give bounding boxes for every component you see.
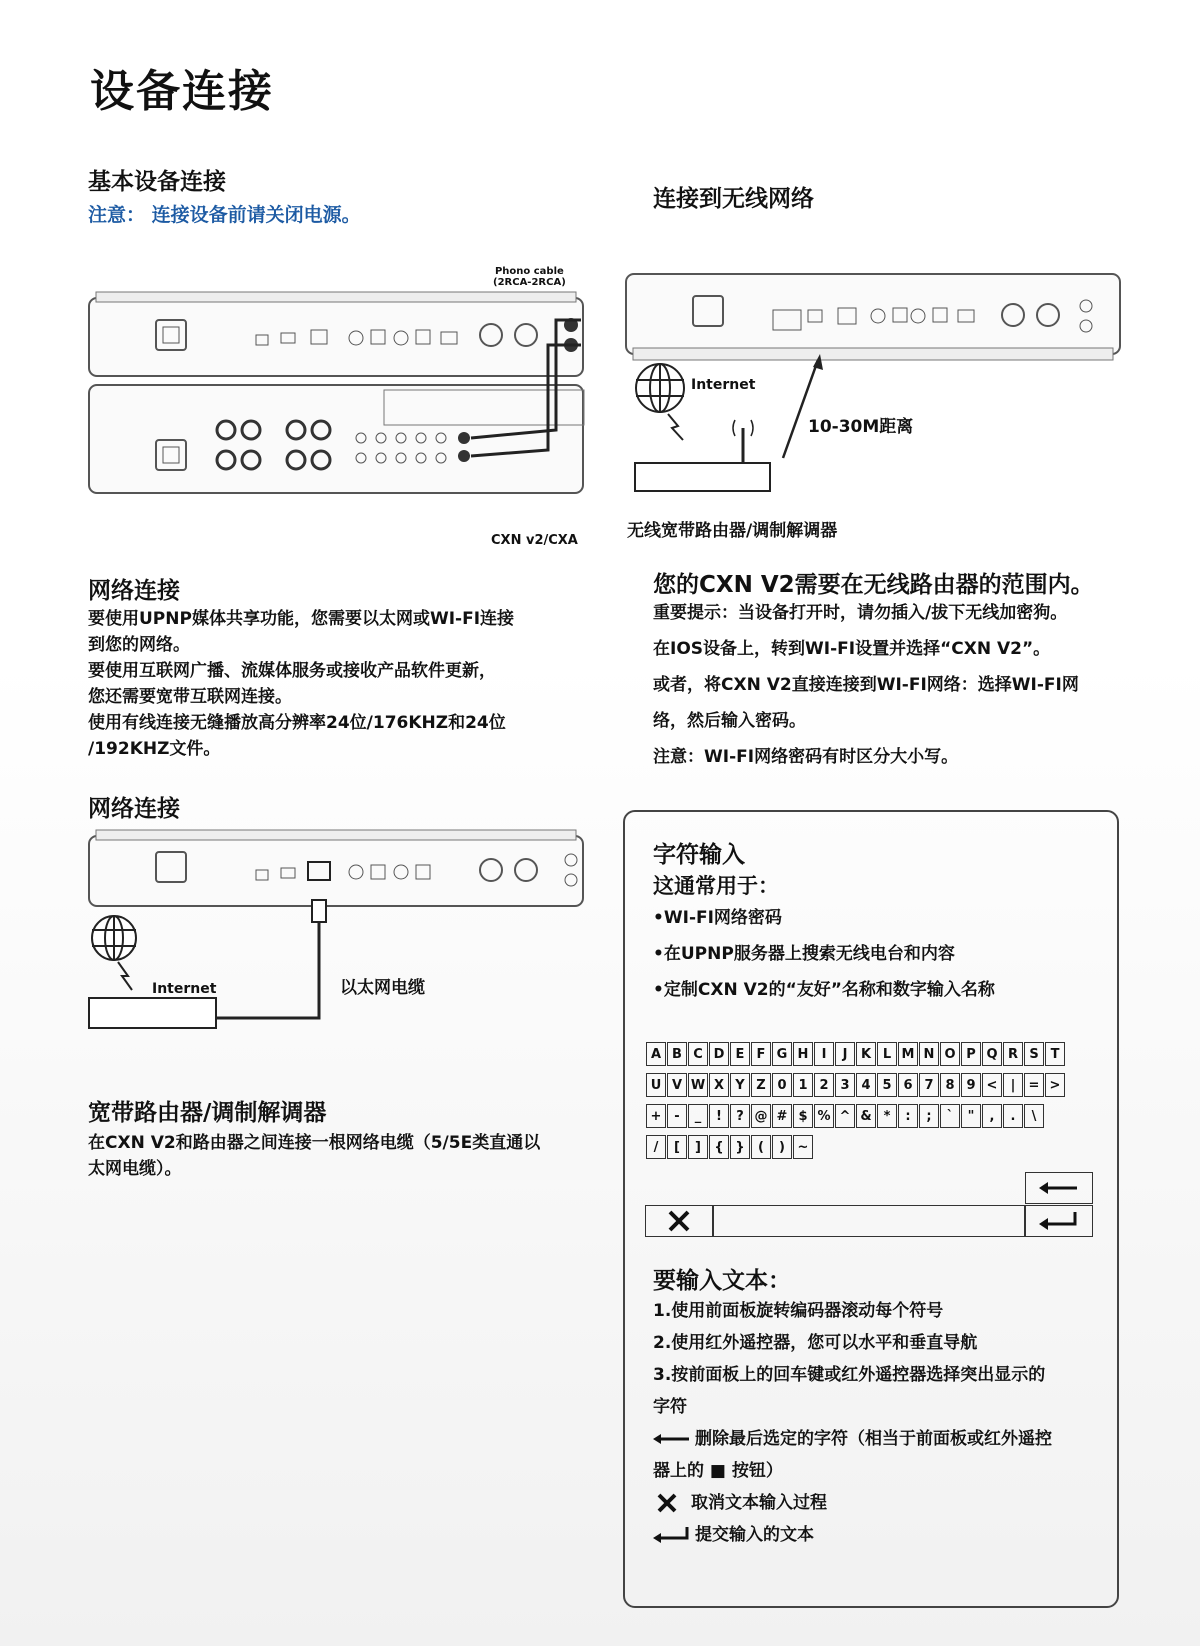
keyboard-key[interactable]: $ xyxy=(793,1104,813,1128)
keyboard-key[interactable]: F xyxy=(751,1042,771,1066)
keyboard-key[interactable]: / xyxy=(646,1135,666,1159)
keyboard-key[interactable]: Y xyxy=(730,1073,750,1097)
step-item: 字符 xyxy=(653,1397,687,1417)
wireless-line: 或者，将CXN V2直接连接到WI-FI网络：选择WI-FI网 xyxy=(653,675,1079,695)
wireless-router-label: 无线宽带路由器/调制解调器 xyxy=(627,521,838,541)
legend-backspace-text: 删除最后选定的字符（相当于前面板或红外遥控 xyxy=(695,1429,1052,1449)
keyboard-key[interactable]: W xyxy=(688,1073,708,1097)
enter-text-heading: 要输入文本： xyxy=(653,1268,791,1294)
keyboard-key[interactable]: E xyxy=(730,1042,750,1066)
keyboard-key[interactable]: H xyxy=(793,1042,813,1066)
basic-connection-diagram xyxy=(86,290,596,515)
keyboard-key[interactable]: 5 xyxy=(877,1073,897,1097)
network-internet-label: Internet xyxy=(152,981,217,997)
char-bullet: •定制CXN V2的“友好”名称和数字输入名称 xyxy=(653,980,995,1000)
keyboard-key[interactable]: % xyxy=(814,1104,834,1128)
keyboard-key[interactable]: Q xyxy=(982,1042,1002,1066)
enter-icon xyxy=(653,1527,689,1543)
keyboard-key[interactable]: ? xyxy=(730,1104,750,1128)
keyboard-key[interactable]: ~ xyxy=(793,1135,813,1159)
keyboard-key[interactable]: T xyxy=(1045,1042,1065,1066)
keyboard-key[interactable]: ` xyxy=(940,1104,960,1128)
keyboard-key[interactable]: U xyxy=(646,1073,666,1097)
keyboard-key[interactable]: 7 xyxy=(919,1073,939,1097)
char-bullet: •WI-FI网络密码 xyxy=(653,908,782,928)
cancel-icon xyxy=(667,1209,691,1233)
cancel-icon xyxy=(657,1493,677,1513)
text-entry-field[interactable] xyxy=(713,1205,1025,1237)
keyboard-key[interactable]: ) xyxy=(772,1135,792,1159)
char-heading: 字符输入 xyxy=(653,842,745,868)
page-title: 设备连接 xyxy=(90,66,274,117)
network-line: 使用有线连接无缝播放高分辨率24位/176KHZ和24位 xyxy=(88,713,506,733)
ethernet-diagram xyxy=(86,830,596,1040)
keyboard-key[interactable]: " xyxy=(961,1104,981,1128)
step-item: 1.使用前面板旋转编码器滚动每个符号 xyxy=(653,1301,944,1321)
router-line: 太网电缆）。 xyxy=(88,1159,182,1179)
wireless-line: 在IOS设备上，转到WI-FI设置并选择“CXN V2”。 xyxy=(653,639,1051,659)
router-description xyxy=(88,1130,608,1182)
keyboard-key[interactable]: 1 xyxy=(793,1073,813,1097)
network-diagram-heading: 网络连接 xyxy=(88,796,180,822)
basic-note: 注意： 连接设备前请关闭电源。 xyxy=(88,204,361,226)
cancel-key[interactable] xyxy=(645,1205,713,1237)
keyboard-key[interactable]: J xyxy=(835,1042,855,1066)
wireless-line: 络，然后输入密码。 xyxy=(653,711,806,731)
backspace-icon xyxy=(1039,1181,1079,1195)
keyboard-key[interactable]: - xyxy=(667,1104,687,1128)
keyboard-key[interactable]: ! xyxy=(709,1104,729,1128)
keyboard-key[interactable]: = xyxy=(1024,1073,1044,1097)
keyboard-key[interactable]: Z xyxy=(751,1073,771,1097)
keyboard-key[interactable]: S xyxy=(1024,1042,1044,1066)
keyboard-key[interactable]: K xyxy=(856,1042,876,1066)
legend-backspace xyxy=(653,1423,1118,1455)
keyboard-key[interactable]: D xyxy=(709,1042,729,1066)
router-line: 在CXN V2和路由器之间连接一根网络电缆（5/5E类直通以 xyxy=(88,1133,541,1153)
ethernet-cable-label: 以太网电缆 xyxy=(340,978,425,998)
char-bullets xyxy=(653,900,1113,1008)
enter-key[interactable] xyxy=(1025,1205,1093,1237)
wireless-router-box xyxy=(635,463,770,491)
network-line: 要使用互联网广播、流媒体服务或接收产品软件更新， xyxy=(88,661,496,681)
legend-cancel xyxy=(653,1487,1118,1519)
phono-cable-text: Phono cable xyxy=(494,266,564,277)
enter-steps xyxy=(653,1295,1118,1551)
network-line: /192KHZ文件。 xyxy=(88,739,221,759)
keyboard-key[interactable]: \ xyxy=(1024,1104,1044,1128)
keyboard-key[interactable]: M xyxy=(898,1042,918,1066)
wireless-range-heading: 您的CXN V2需要在无线路由器的范围内。 xyxy=(653,572,1094,598)
backspace-key[interactable] xyxy=(1025,1172,1093,1204)
wireless-line: 注意：WI-FI网络密码有时区分大小写。 xyxy=(653,747,959,767)
keyboard-key[interactable]: X xyxy=(709,1073,729,1097)
legend-backspace-text2: 器上的 ■ 按钮） xyxy=(653,1461,783,1481)
keyboard-key[interactable]: 6 xyxy=(898,1073,918,1097)
keyboard-key[interactable]: 8 xyxy=(940,1073,960,1097)
enter-icon xyxy=(1039,1212,1079,1230)
phono-cable-label xyxy=(493,266,566,288)
step-item: 2.使用红外遥控器，您可以水平和垂直导航 xyxy=(653,1333,978,1353)
keyboard-key[interactable]: G xyxy=(772,1042,792,1066)
keyboard-key[interactable]: 3 xyxy=(835,1073,855,1097)
keyboard-key[interactable]: > xyxy=(1045,1073,1065,1097)
keyboard-key[interactable]: A xyxy=(646,1042,666,1066)
wireless-line: 重要提示：当设备打开时，请勿插入/拔下无线加密狗。 xyxy=(653,603,1068,623)
legend-enter xyxy=(653,1519,1118,1551)
keyboard-key[interactable]: & xyxy=(856,1104,876,1128)
wireless-description xyxy=(653,595,1123,775)
keyboard-key[interactable]: * xyxy=(877,1104,897,1128)
network-line: 要使用UPNP媒体共享功能，您需要以太网或WI-FI连接 xyxy=(88,609,515,629)
keyboard-key[interactable]: [ xyxy=(667,1135,687,1159)
char-intro: 这通常用于： xyxy=(653,874,779,898)
keyboard-key[interactable]: < xyxy=(982,1073,1002,1097)
keyboard-key[interactable]: 4 xyxy=(856,1073,876,1097)
globe-icon xyxy=(92,916,136,990)
globe-icon xyxy=(636,364,684,440)
keyboard-key[interactable]: O xyxy=(940,1042,960,1066)
step-item: 3.按前面板上的回车键或红外遥控器选择突出显示的 xyxy=(653,1365,1046,1385)
keyboard-key[interactable]: B xyxy=(667,1042,687,1066)
phono-cable-sub: (2RCA-2RCA) xyxy=(493,277,566,288)
keyboard-key[interactable]: | xyxy=(1003,1073,1023,1097)
keyboard-key[interactable]: { xyxy=(709,1135,729,1159)
keyboard-key[interactable]: ^ xyxy=(835,1104,855,1128)
keyboard-key[interactable]: P xyxy=(961,1042,981,1066)
keyboard-key[interactable]: @ xyxy=(751,1104,771,1128)
character-keyboard xyxy=(646,1042,1066,1166)
basic-heading: 基本设备连接 xyxy=(88,169,226,195)
router-box xyxy=(89,998,216,1028)
router-heading: 宽带路由器/调制解调器 xyxy=(88,1100,327,1126)
keyboard-key[interactable]: . xyxy=(1003,1104,1023,1128)
keyboard-key[interactable]: 9 xyxy=(961,1073,981,1097)
network-heading: 网络连接 xyxy=(88,578,180,604)
keyboard-key[interactable]: 0 xyxy=(772,1073,792,1097)
keyboard-key[interactable]: C xyxy=(688,1042,708,1066)
distance-label: 10-30M距离 xyxy=(808,417,914,437)
keyboard-key[interactable]: # xyxy=(772,1104,792,1128)
keyboard-key[interactable]: R xyxy=(1003,1042,1023,1066)
keyboard-key[interactable]: ] xyxy=(688,1135,708,1159)
basic-caption: CXN v2/CXA xyxy=(491,533,578,548)
legend-cancel-text: 取消文本输入过程 xyxy=(691,1493,827,1513)
network-line: 到您的网络。 xyxy=(88,635,190,655)
backspace-icon xyxy=(653,1433,689,1445)
char-bullet: •在UPNP服务器上搜索无线电台和内容 xyxy=(653,944,955,964)
wireless-internet-label: Internet xyxy=(691,377,756,393)
legend-enter-text: 提交输入的文本 xyxy=(695,1525,814,1545)
keyboard-key[interactable]: ( xyxy=(751,1135,771,1159)
keyboard-key[interactable]: , xyxy=(982,1104,1002,1128)
keyboard-key[interactable]: 2 xyxy=(814,1073,834,1097)
keyboard-key[interactable]: : xyxy=(898,1104,918,1128)
keyboard-key[interactable]: } xyxy=(730,1135,750,1159)
keyboard-key[interactable]: N xyxy=(919,1042,939,1066)
wireless-heading: 连接到无线网络 xyxy=(653,186,814,212)
keyboard-key[interactable]: I xyxy=(814,1042,834,1066)
keyboard-key[interactable]: V xyxy=(667,1073,687,1097)
network-line: 您还需要宽带互联网连接。 xyxy=(88,687,292,707)
keyboard-key[interactable]: _ xyxy=(688,1104,708,1128)
network-description xyxy=(88,606,588,762)
keyboard-key[interactable]: L xyxy=(877,1042,897,1066)
keyboard-key[interactable]: + xyxy=(646,1104,666,1128)
keyboard-key[interactable]: ; xyxy=(919,1104,939,1128)
